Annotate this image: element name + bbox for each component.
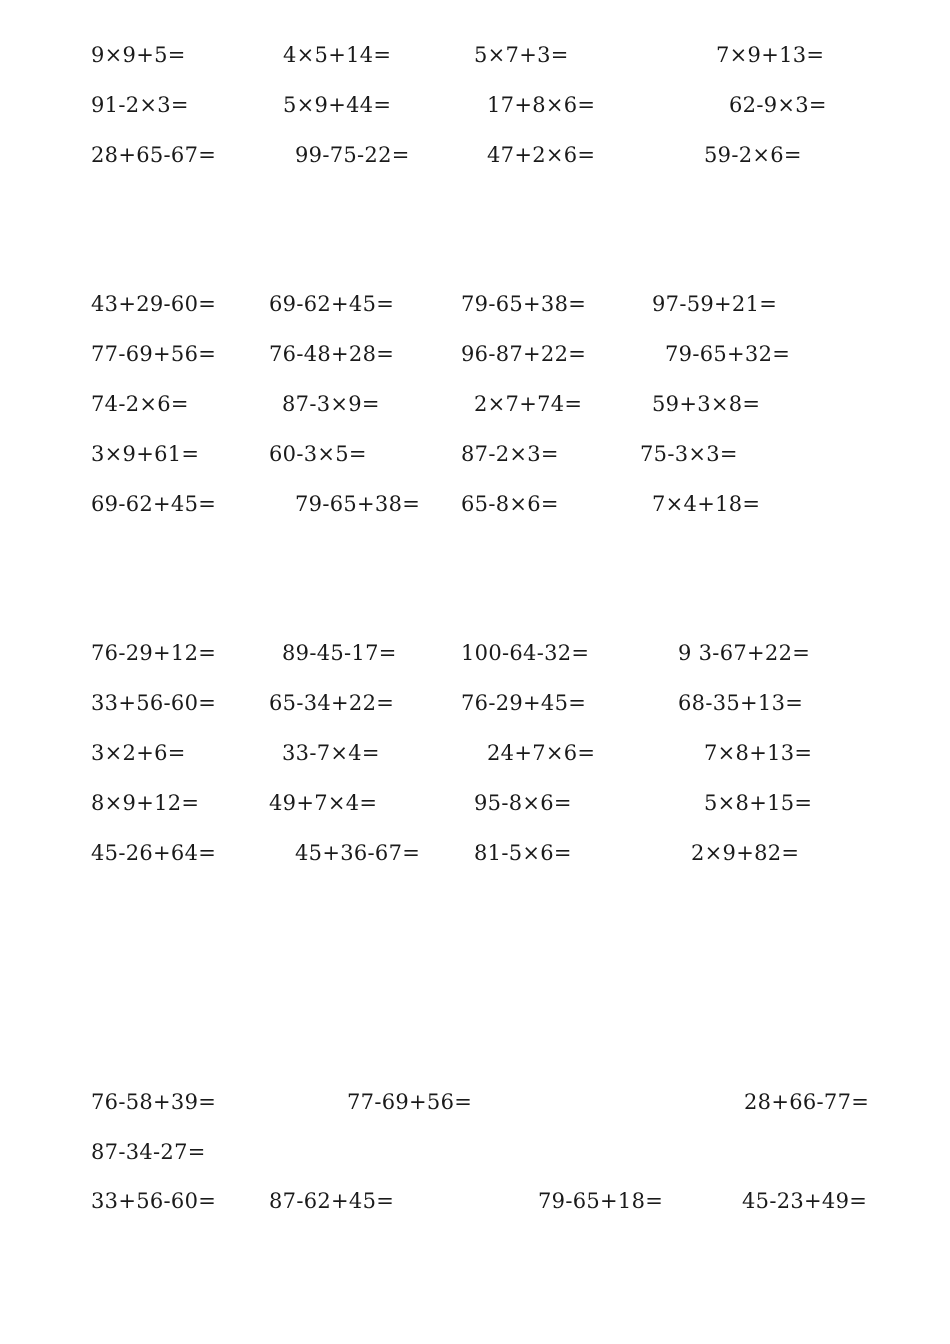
equation: 45+36-67=	[295, 841, 421, 865]
equation: 76-29+45=	[461, 691, 587, 715]
equation: 45-23+49=	[742, 1189, 868, 1213]
equation: 33+56-60=	[91, 1189, 217, 1213]
equation: 87-62+45=	[269, 1189, 395, 1213]
equation: 62-9×3=	[729, 93, 827, 117]
equation: 7×4+18=	[652, 492, 761, 516]
equation: 8×9+12=	[91, 791, 200, 815]
equation: 91-2×3=	[91, 93, 189, 117]
equation: 5×7+3=	[474, 43, 569, 67]
equation: 2×9+82=	[691, 841, 800, 865]
equation: 68-35+13=	[678, 691, 804, 715]
equation: 47+2×6=	[487, 143, 596, 167]
equation: 24+7×6=	[487, 741, 596, 765]
equation: 69-62+45=	[91, 492, 217, 516]
equation: 60-3×5=	[269, 442, 367, 466]
equation: 43+29-60=	[91, 292, 217, 316]
equation: 9×9+5=	[91, 43, 186, 67]
equation: 77-69+56=	[91, 342, 217, 366]
equation: 2×7+74=	[474, 392, 583, 416]
equation: 99-75-22=	[295, 143, 410, 167]
equation: 33+56-60=	[91, 691, 217, 715]
equation: 33-7×4=	[282, 741, 380, 765]
equation: 59-2×6=	[704, 143, 802, 167]
equation: 79-65+38=	[295, 492, 421, 516]
equation: 95-8×6=	[474, 791, 572, 815]
equation: 87-3×9=	[282, 392, 380, 416]
equation: 76-29+12=	[91, 641, 217, 665]
equation: 79-65+32=	[665, 342, 791, 366]
equation: 74-2×6=	[91, 392, 189, 416]
equation: 49+7×4=	[269, 791, 378, 815]
equation: 77-69+56=	[347, 1090, 473, 1114]
equation: 3×9+61=	[91, 442, 200, 466]
equation: 69-62+45=	[269, 292, 395, 316]
equation: 65-34+22=	[269, 691, 395, 715]
equation: 87-2×3=	[461, 442, 559, 466]
equation: 28+65-67=	[91, 143, 217, 167]
equation: 79-65+18=	[538, 1189, 664, 1213]
equation: 75-3×3=	[640, 442, 738, 466]
equation: 5×8+15=	[704, 791, 813, 815]
equation: 7×9+13=	[716, 43, 825, 67]
equation: 96-87+22=	[461, 342, 587, 366]
equation: 81-5×6=	[474, 841, 572, 865]
equation: 79-65+38=	[461, 292, 587, 316]
equation: 17+8×6=	[487, 93, 596, 117]
equation: 76-58+39=	[91, 1090, 217, 1114]
equation: 65-8×6=	[461, 492, 559, 516]
equation: 28+66-77=	[744, 1090, 870, 1114]
equation: 9 3-67+22=	[678, 641, 811, 665]
equation: 89-45-17=	[282, 641, 397, 665]
equation: 7×8+13=	[704, 741, 813, 765]
equation: 76-48+28=	[269, 342, 395, 366]
equation: 100-64-32=	[461, 641, 590, 665]
equation: 5×9+44=	[283, 93, 392, 117]
equation: 45-26+64=	[91, 841, 217, 865]
equation: 97-59+21=	[652, 292, 778, 316]
equation: 59+3×8=	[652, 392, 761, 416]
equation: 3×2+6=	[91, 741, 186, 765]
equation: 87-34-27=	[91, 1140, 206, 1164]
equation: 4×5+14=	[283, 43, 392, 67]
